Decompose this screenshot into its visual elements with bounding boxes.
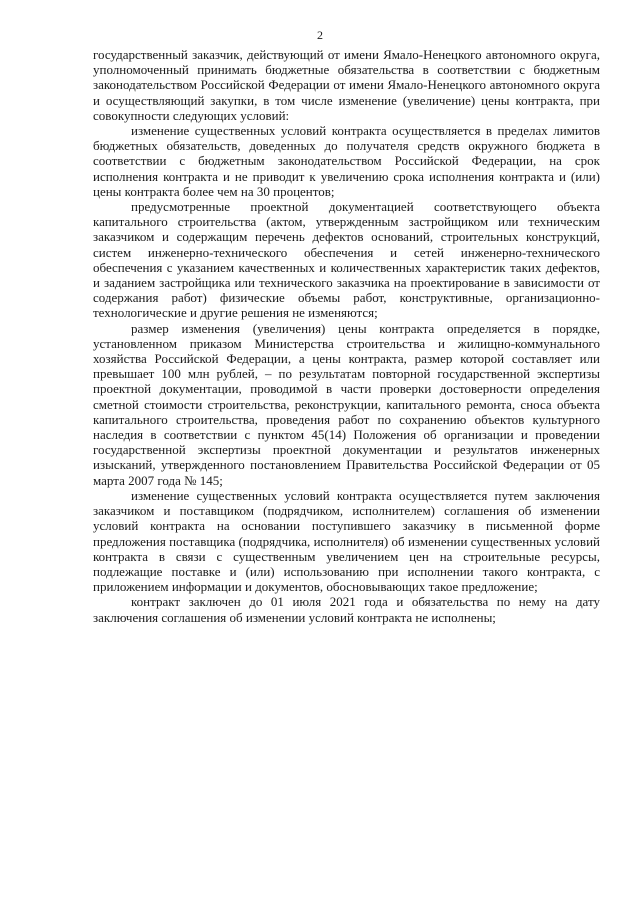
paragraph-condition-date: контракт заключен до 01 июля 2021 года и обязательства по нему на дату заключения соглашения об изменении условий контракта не исполнены;	[93, 594, 600, 625]
paragraph-intro: государственный заказчик, действующий от имени Ямало-Ненецкого автономного округа, уполномоченный принимать бюджетные обязательства в соответствии с бюджетным законодательством Российской Федерации от имени Ямало-Ненецкого автономного округа и осуществляющий закупки, в том числе изменение (увеличение) цены контракта, при совокупности следующих условий:	[93, 47, 600, 123]
page-number: 2	[317, 28, 323, 42]
paragraph-condition-volumes: предусмотренные проектной документацией соответствующего объекта капитального строительства (актом, утвержденным застройщиком или техническим заказчиком и содержащим перечень дефектов оснований, строительных конструкций, систем инженерно-технического обеспечения и сетей инженерно-технического обеспечения с указанием качественных и количественных характеристик таких дефектов, и заданием застройщика или технического заказчика на проектирование в зависимости от содержания работ) физические объемы работ, конструктивные, организационно-технологические и другие решения не изменяются;	[93, 199, 600, 321]
paragraph-condition-price-size: размер изменения (увеличения) цены контракта определяется в порядке, установленном приказом Министерства строительства и жилищно-коммунального хозяйства Российской Федерации, а цены контракта, размер которой составляет или превышает 100 млн рублей, – по результатам повторной государственной экспертизы проектной документации, проводимой в части проверки достоверности определения сметной стоимости строительства, реконструкции, капитального ремонта, сноса объекта капитального строительства, проведения работ по сохранению объектов культурного наследия в соответствии с пунктом 45(14) Положения об организации и проведении государственной экспертизы проектной документации и результатов инженерных изысканий, утвержденного постановлением Правительства Российской Федерации от 05 марта 2007 года № 145;	[93, 320, 600, 488]
paragraph-condition-agreement: изменение существенных условий контракта осуществляется путем заключения заказчиком и поставщиком (подрядчиком, исполнителем) соглашения об изменении условий контракта на основании поступившего заказчику в письменной форме предложения поставщика (подрядчика, исполнителя) об изменении существенных условий контракта в связи с существенным увеличением цен на строительные ресурсы, подлежащие поставке и (или) использованию при исполнении такого контракта, с приложением информации и документов, обосновывающих такое предложение;	[93, 487, 600, 595]
paragraph-condition-limits: изменение существенных условий контракта осуществляется в пределах лимитов бюджетных обязательств, доведенных до получателя средств окружного бюджета в соответствии с бюджетным законодательством Российской Федерации, на срок исполнения контракта и не приводит к увеличению срока исполнения контракта и (или) цены контракта более чем на 30 процентов;	[93, 123, 600, 199]
